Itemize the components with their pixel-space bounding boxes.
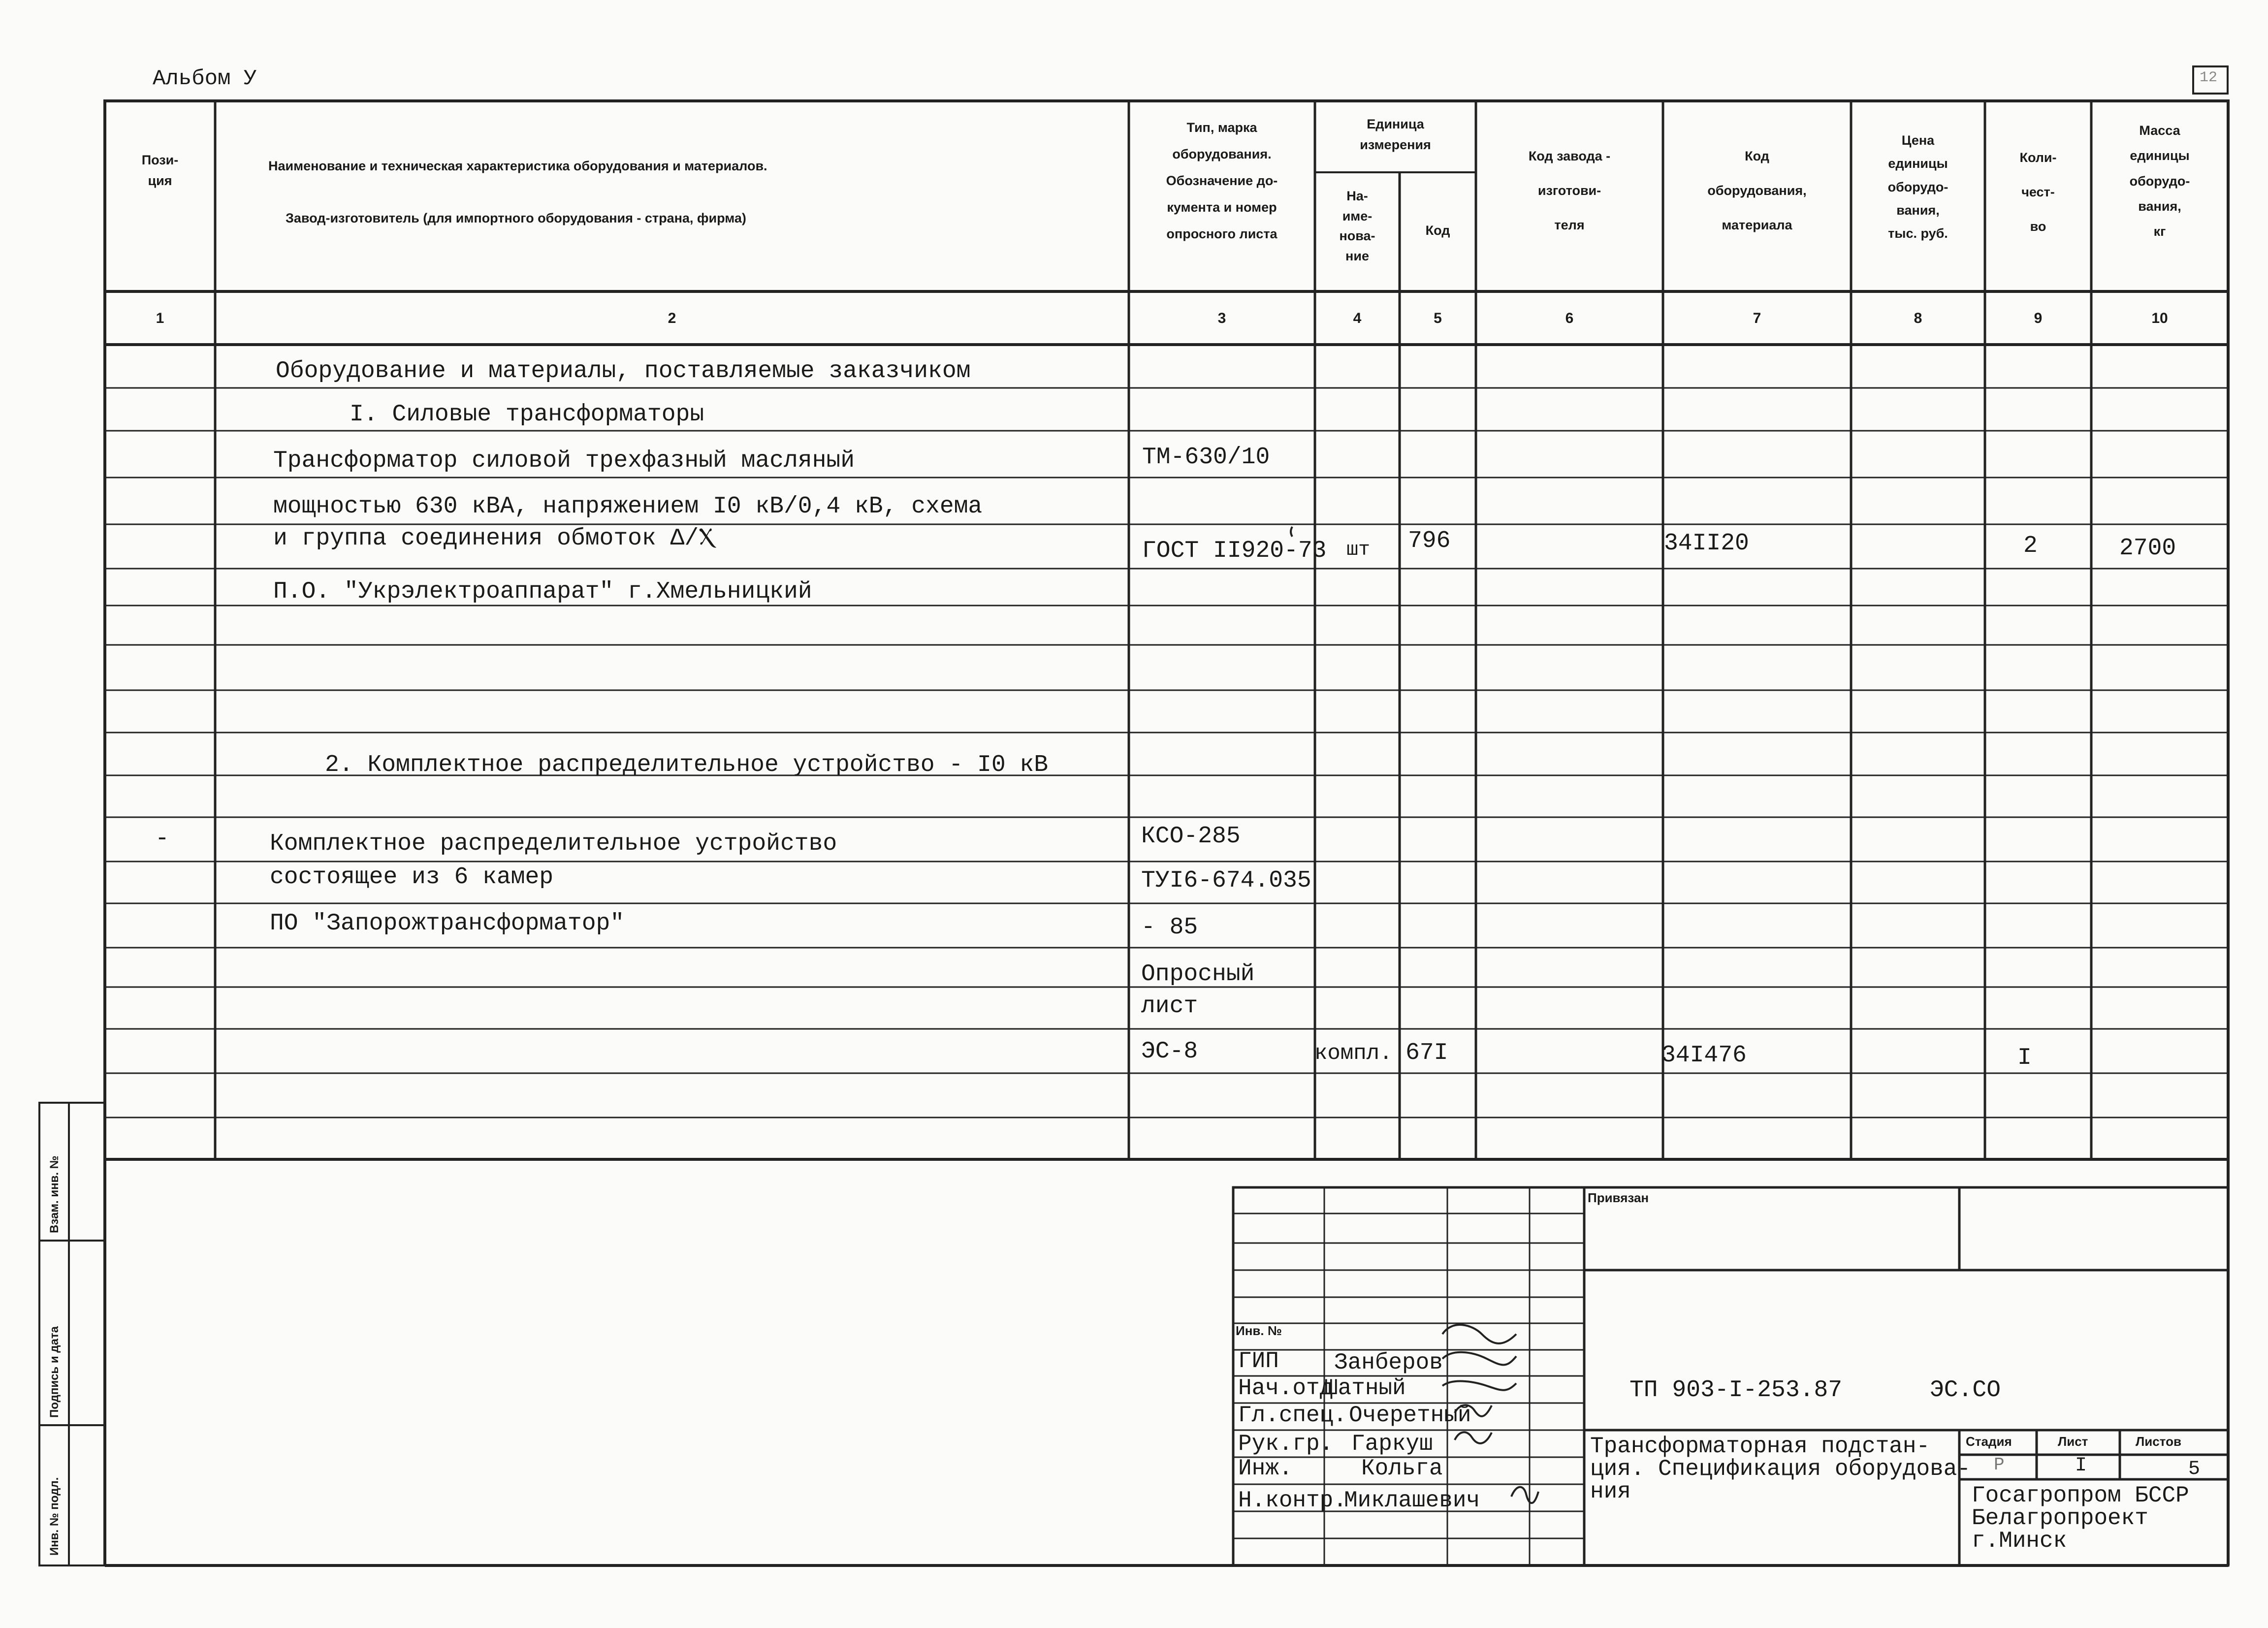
album-label: Альбом У [153,66,257,91]
col-num-6: 6 [1565,310,1574,326]
side-stamp-sign-date: Подпись и дата [48,1326,61,1418]
tb-doc-code: ТП 903-I-253.87 [1629,1377,1843,1404]
kru-position: - [155,826,169,852]
section-title: Оборудование и материалы, поставляемые заказчиком [276,358,971,384]
col-header-mass: Масса единицы оборудо- вания, кг [2129,123,2190,239]
kru-equip-code: 34I476 [1661,1042,1747,1069]
kru-type-3: - 85 [1141,914,1198,941]
tb-role-eng: Инж. [1238,1456,1293,1481]
kru-type-5: лист [1141,993,1198,1020]
side-stamp-inv-orig: Инв. № подл. [48,1477,61,1556]
transformer-unit: шт [1346,539,1371,561]
tb-sheets: 5 [2188,1458,2201,1480]
side-stamp-replace-inv: Взам. инв. № [48,1155,61,1233]
transformer-line-3: и группа соединения обмоток Δ/Ⲭ [273,525,714,552]
col-num-2: 2 [668,310,676,326]
tb-inv-no: Инв. № [1236,1323,1282,1338]
tb-name-gip: Занберов [1334,1350,1443,1375]
col-num-3: 3 [1217,310,1226,326]
transformer-manufacturer: П.О. "Укрэлектроаппарат" г.Хмельницкий [273,578,812,605]
tb-sheet-label: Лист [2058,1434,2088,1449]
col-header-type: Тип, марка оборудования. Обозначение до- кумента и номер опросного листа [1166,120,1278,241]
col-header-unit-name: На- име- нова- ние [1339,189,1375,263]
tb-role-norm: Н.контр. [1238,1488,1347,1513]
tb-sheets-label: Листов [2136,1434,2181,1449]
tb-attached: Привязан [1588,1190,1649,1205]
section-1-title: I. Силовые трансформаторы [350,401,704,428]
tb-doc-mark: ЭС.СО [1930,1377,2001,1404]
col-header-pos: Пози- ция [141,153,179,188]
tb-name-norm: Миклашевич [1344,1488,1480,1513]
tb-role-head: Нач.отд [1238,1375,1334,1401]
col-header-name-line1: Наименование и техническая характеристика оборудования и материалов. [268,159,767,173]
tb-name-eng: Кольга [1361,1456,1443,1481]
tb-name-group: Гаркуш [1351,1431,1433,1457]
col-num-7: 7 [1753,310,1761,326]
tb-sheet: I [2075,1455,2087,1477]
col-num-5: 5 [1434,310,1442,326]
col-header-price: Цена единицы оборудо- вания, тыс. руб. [1887,133,1949,241]
col-header-unit-group: Единица измерения [1360,117,1431,152]
corner-mark: 12 [2200,69,2218,86]
col-num-9: 9 [2034,310,2043,326]
col-num-10: 10 [2151,310,2168,326]
kru-type-1: КСО-285 [1141,823,1241,850]
col-header-equip-code: Код оборудования, материала [1707,149,1807,233]
kru-type-6: ЭС-8 [1141,1038,1198,1065]
kru-unit: компл. [1314,1041,1393,1066]
transformer-qty: 2 [2023,533,2038,559]
col-header-unit-code: Код [1425,223,1450,238]
tb-title: Трансформаторная подстан- ция. Спецификация оборудова- ния [1590,1434,1971,1504]
col-num-8: 8 [1914,310,1922,326]
col-header-plant-code: Код завода - изготови- теля [1528,149,1611,233]
transformer-equip-code: 34II20 [1664,530,1749,557]
kru-qty: I [2017,1045,2032,1071]
transformer-type: ТМ-630/10 [1142,444,1270,471]
kru-unit-code: 67I [1406,1040,1448,1066]
kru-line-3: ПО "Запорожтрансформатор" [270,910,625,937]
transformer-mass: 2700 [2119,535,2176,562]
tb-organization: Госагропром БССР Белагропроект г.Минск [1972,1483,2189,1554]
tb-stage-label: Стадия [1966,1434,2012,1449]
tb-role-gip: ГИП [1238,1348,1279,1374]
transformer-unit-code: 796 [1408,528,1451,554]
kru-line-1: Комплектное распределительное устройство [270,830,837,857]
transformer-standard: ГОСТ II920-73 [1142,538,1327,564]
tb-name-head: Шатный [1324,1375,1406,1401]
tb-stage: Р [1994,1455,2005,1475]
col-num-4: 4 [1353,310,1362,326]
transformer-line-1: Трансформатор силовой трехфазный масляный [273,447,855,474]
col-num-1: 1 [156,310,164,326]
transformer-line-2: мощностью 630 кВА, напряжением I0 кВ/0,4 кВ, схема [273,493,983,520]
col-header-name-line2: Завод-изготовитель (для импортного оборудования - страна, фирма) [286,211,746,225]
tb-role-group: Рук.гр. [1238,1431,1334,1457]
kru-type-2: ТУI6-674.035 [1141,867,1311,894]
kru-line-2: состоящее из 6 камер [270,864,554,891]
tb-role-chief: Гл.спец. [1238,1403,1347,1428]
section-2-title: 2. Комплектное распределительное устройство - I0 кВ [325,752,1049,778]
kru-type-4: Опросный [1141,961,1255,988]
tb-name-chief: Очеретный [1349,1403,1471,1428]
col-header-qty: Коли- чест- во [2019,150,2057,234]
